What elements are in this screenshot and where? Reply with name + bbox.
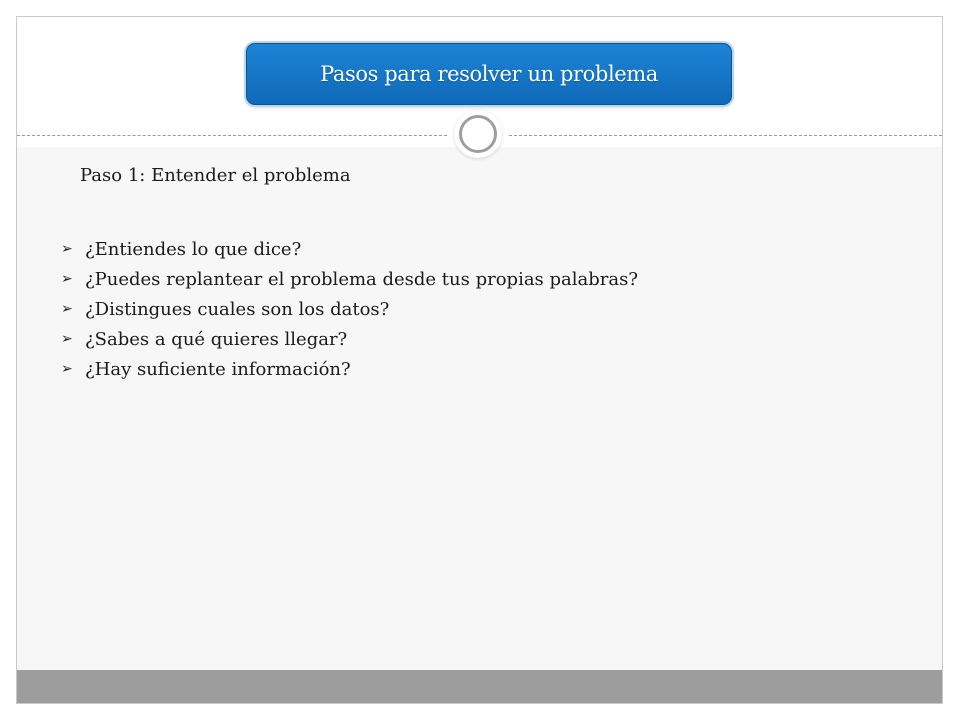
list-item [61, 294, 638, 324]
title-banner [246, 43, 732, 105]
arrowhead-bullet-icon: ➢ [61, 241, 73, 257]
slide-content-area [17, 147, 942, 672]
question-text: ¿Entiendes lo que dice? [85, 238, 302, 260]
question-text: ¿Puedes replantear el problema desde tus propias palabras? [85, 268, 639, 290]
arrowhead-bullet-icon: ➢ [61, 331, 73, 347]
slide-title: Pasos para resolver un problema [320, 62, 658, 86]
question-text: ¿Hay suficiente información? [85, 358, 351, 380]
step-heading: Paso 1: Entender el problema [80, 165, 351, 186]
header-divider-right [509, 135, 942, 136]
question-list [61, 234, 638, 384]
list-item [61, 354, 638, 384]
slide [16, 16, 943, 704]
footer-bar [17, 670, 942, 703]
list-item [61, 324, 638, 354]
question-text: ¿Distingues cuales son los datos? [85, 298, 390, 320]
arrowhead-bullet-icon: ➢ [61, 271, 73, 287]
arrowhead-bullet-icon: ➢ [61, 301, 73, 317]
circle-ornament-icon [454, 110, 502, 158]
list-item [61, 264, 638, 294]
header-divider-left [17, 135, 447, 136]
arrowhead-bullet-icon: ➢ [61, 361, 73, 377]
question-text: ¿Sabes a qué quieres llegar? [85, 328, 348, 350]
circle-ring [459, 115, 497, 153]
list-item [61, 234, 638, 264]
